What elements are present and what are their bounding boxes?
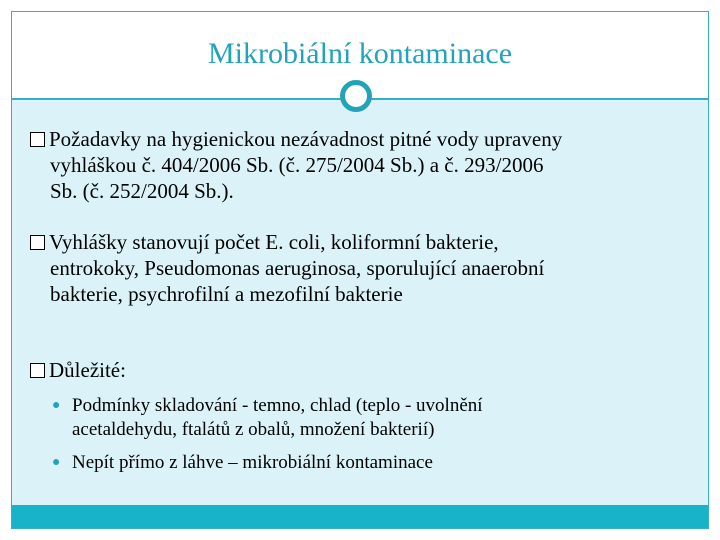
sub-bullet-item bbox=[52, 394, 692, 442]
bottom-accent-bar bbox=[12, 505, 708, 528]
bullet-dot-icon: ● bbox=[52, 398, 61, 413]
bullet-box-icon bbox=[30, 363, 45, 378]
circle-ornament-icon bbox=[340, 80, 372, 112]
bullet-box-icon bbox=[30, 132, 45, 147]
bullet-line: Sb. (č. 252/2004 Sb.). bbox=[50, 179, 234, 203]
bullet-line: Požadavky na hygienickou nezávadnost pitné vody upraveny bbox=[49, 127, 563, 151]
sub-bullet-line: acetaldehydu, ftalátů z obalů, množení bakterií) bbox=[72, 419, 435, 440]
bullet-line: Vyhlášky stanovují počet E. coli, koliformní bakterie, bbox=[49, 230, 499, 254]
bullet-line: vyhláškou č. 404/2006 Sb. (č. 275/2004 Sb.) a č. 293/2006 bbox=[50, 153, 544, 177]
bullet-line: Důležité: bbox=[49, 358, 126, 382]
bullet-line: entrokoky, Pseudomonas aeruginosa, sporulující anaerobní bbox=[50, 256, 545, 280]
bullet-item bbox=[30, 126, 700, 204]
sub-bullet-line: Nepít přímo z láhve – mikrobiální kontaminace bbox=[72, 452, 433, 473]
sub-bullet-item bbox=[52, 451, 692, 475]
bullet-dot-icon: ● bbox=[52, 455, 61, 470]
bullet-box-icon bbox=[30, 235, 45, 250]
bullet-item bbox=[30, 357, 700, 383]
slide-title: Mikrobiální kontaminace bbox=[207, 37, 513, 70]
sub-bullet-line: Podmínky skladování - temno, chlad (teplo - uvolnění bbox=[72, 395, 483, 416]
bullet-line: bakterie, psychrofilní a mezofilní bakterie bbox=[50, 282, 403, 306]
bullet-item bbox=[30, 229, 700, 307]
